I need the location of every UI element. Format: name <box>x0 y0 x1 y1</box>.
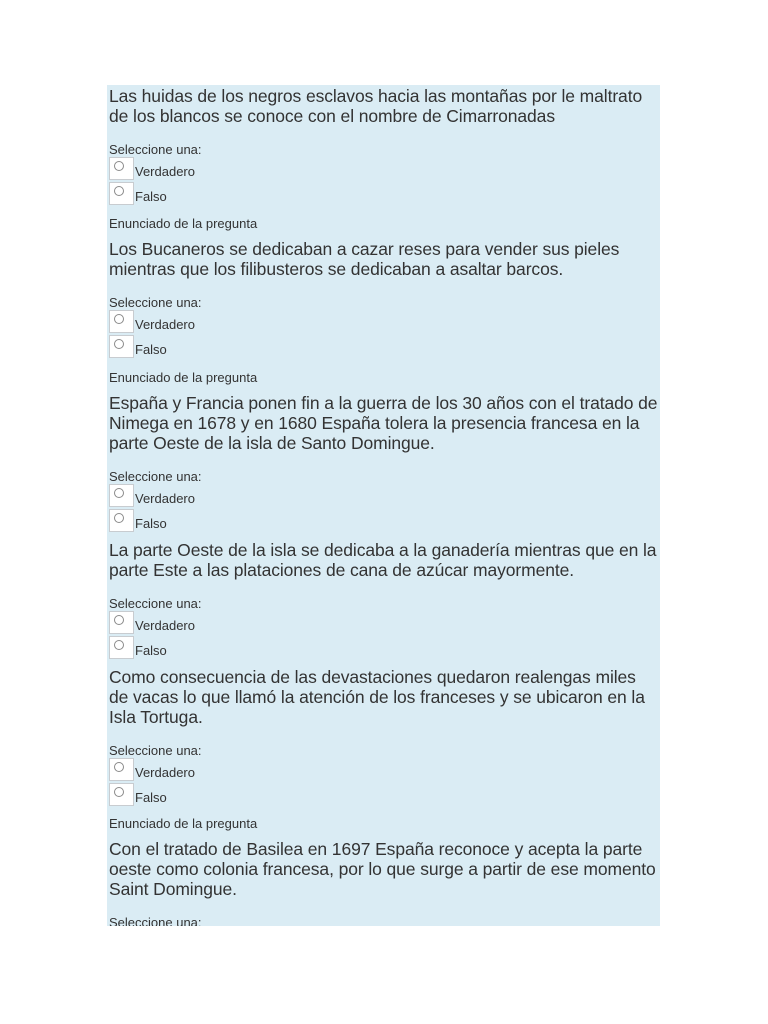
select-prompt: Seleccione una: <box>109 743 202 758</box>
select-prompt: Seleccione una: <box>109 142 202 157</box>
radio-box[interactable] <box>109 484 134 507</box>
radio-box[interactable] <box>109 509 134 532</box>
option-falso[interactable] <box>109 509 659 534</box>
question-text: La parte Oeste de la isla se dedicaba a la ganadería mientras que en la parte Este a las plataciones de cana de azúcar mayormente. <box>109 540 657 580</box>
radio-icon[interactable] <box>114 787 124 797</box>
option-verdadero[interactable] <box>109 611 659 636</box>
select-prompt: Seleccione una: <box>109 596 202 611</box>
question-4 <box>109 540 659 660</box>
option-verdadero[interactable] <box>109 758 659 783</box>
radio-icon[interactable] <box>114 339 124 349</box>
question-3 <box>109 393 659 533</box>
question-text: Como consecuencia de las devastaciones quedaron realengas miles de vacas lo que llamó la atención de los franceses y se ubicaron en la Isla Tortuga. <box>109 667 645 727</box>
question-text: Los Bucaneros se dedicaban a cazar reses para vender sus pieles mientras que los filibusteros se dedicaban a asaltar barcos. <box>109 239 620 279</box>
quiz-panel <box>107 85 660 926</box>
radio-icon[interactable] <box>114 314 124 324</box>
question-text: España y Francia ponen fin a la guerra de los 30 años con el tratado de Nimega en 1678 y en 1680 España tolera la presencia francesa en la parte Oeste de la isla de Santo Domingue. <box>109 393 658 453</box>
question-2 <box>109 239 659 359</box>
radio-box[interactable] <box>109 182 134 205</box>
radio-box[interactable] <box>109 758 134 781</box>
option-falso[interactable] <box>109 182 659 207</box>
radio-icon[interactable] <box>114 615 124 625</box>
select-prompt: Seleccione una: <box>109 915 202 926</box>
radio-icon[interactable] <box>114 640 124 650</box>
radio-icon[interactable] <box>114 488 124 498</box>
option-label: Verdadero <box>135 618 195 633</box>
radio-box[interactable] <box>109 335 134 358</box>
select-prompt: Seleccione una: <box>109 469 202 484</box>
radio-box[interactable] <box>109 611 134 634</box>
question-5 <box>109 667 659 807</box>
option-label: Falso <box>135 188 167 204</box>
option-falso[interactable] <box>109 335 659 360</box>
option-verdadero[interactable] <box>109 484 659 509</box>
option-verdadero[interactable] <box>109 310 659 335</box>
option-label: Falso <box>135 341 167 357</box>
radio-box[interactable] <box>109 783 134 806</box>
option-label: Verdadero <box>135 491 195 506</box>
option-falso[interactable] <box>109 636 659 661</box>
select-prompt: Seleccione una: <box>109 295 202 310</box>
radio-icon[interactable] <box>114 161 124 171</box>
radio-box[interactable] <box>109 310 134 333</box>
question-text: Las huidas de los negros esclavos hacia las montañas por le maltrato de los blancos se conoce con el nombre de Cimarronadas <box>109 86 643 126</box>
question-6 <box>109 839 659 926</box>
option-label: Verdadero <box>135 317 195 332</box>
question-text: Con el tratado de Basilea en 1697 España reconoce y acepta la parte oeste como colonia francesa, por lo que surge a partir de ese momento Saint Domingue. <box>109 839 656 899</box>
radio-box[interactable] <box>109 157 134 180</box>
radio-icon[interactable] <box>114 762 124 772</box>
radio-icon[interactable] <box>114 513 124 523</box>
radio-box[interactable] <box>109 636 134 659</box>
option-label: Falso <box>135 789 167 805</box>
question-header: Enunciado de la pregunta <box>109 816 258 831</box>
question-1 <box>109 86 659 206</box>
option-verdadero[interactable] <box>109 157 659 182</box>
option-falso[interactable] <box>109 783 659 808</box>
option-label: Verdadero <box>135 164 195 179</box>
option-label: Verdadero <box>135 765 195 780</box>
radio-icon[interactable] <box>114 186 124 196</box>
question-header: Enunciado de la pregunta <box>109 370 258 385</box>
option-label: Falso <box>135 515 167 531</box>
question-header: Enunciado de la pregunta <box>109 216 258 231</box>
option-label: Falso <box>135 642 167 658</box>
